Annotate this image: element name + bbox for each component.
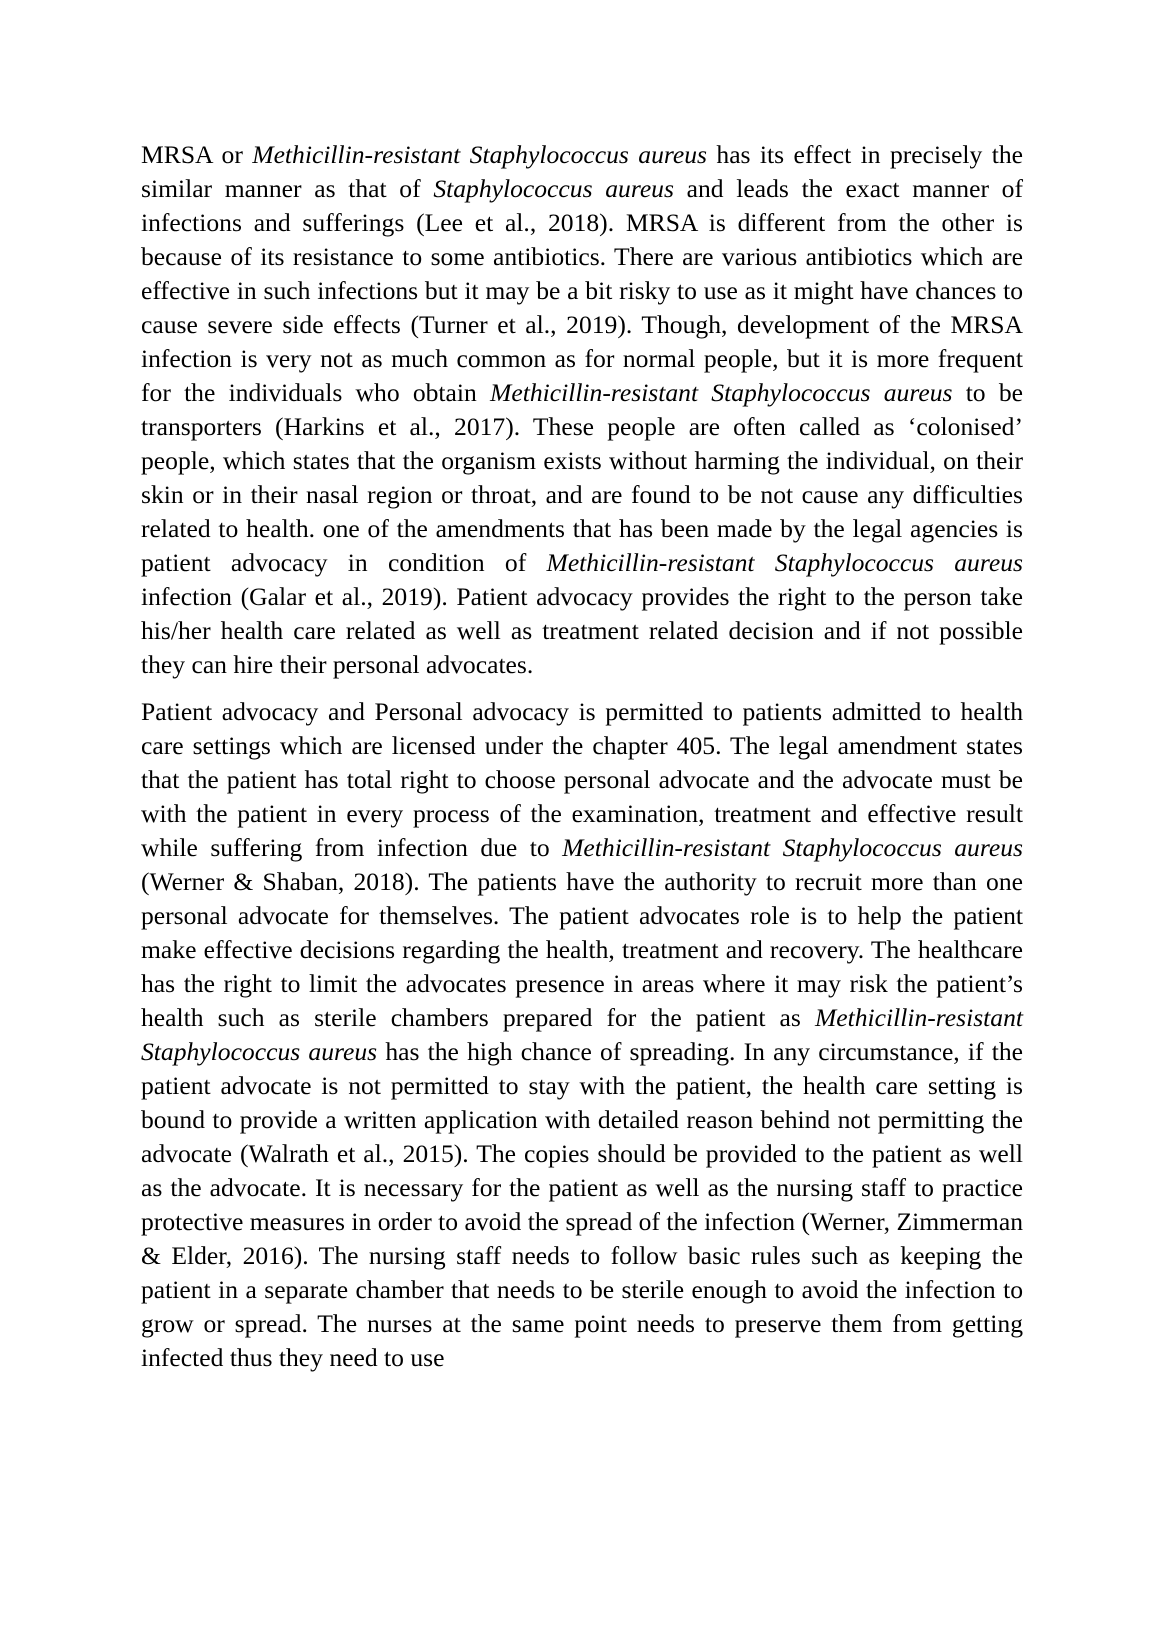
document-body	[141, 138, 1023, 1388]
paragraph-2-text-2: (Werner & Shaban, 2018). The patients have the authority to recruit more than one personal advocate for themselves. The patient advocates role is to help the patient make effective decisions regarding the health, treatment and recovery. The healthcare has the right to limit the advocates presence in areas where it may risk the patient’s health such as sterile chambers prepared for the patient as	[141, 867, 1023, 1032]
paragraph-1-text-1: MRSA or	[141, 140, 253, 169]
paragraph-1-italic-term-4: Methicillin-resistant Staphylococcus aureus	[546, 548, 1023, 577]
paragraph-1-italic-term-1: Methicillin-resistant Staphylococcus aureus	[252, 140, 707, 169]
paragraph-1-italic-term-3: Methicillin-resistant Staphylococcus aureus	[490, 378, 953, 407]
paragraph-2-italic-term-2: Methicillin-resistant Staphylococcus aureus	[141, 1003, 1023, 1066]
paragraph-1-text-2: has its effect in precisely the similar manner as that of	[141, 140, 1023, 203]
paragraph-1-text-4: to be transporters (Harkins et al., 2017). These people are often called as ‘colonised’ people, which states that the organism exists without harming the individual, on their skin or in their nasal region or throat, and are found to be not cause any difficulties related to health. one of the amendments that has been made by the legal agencies is patient advocacy in condition of	[141, 378, 1023, 577]
paragraph-2-text-3: has the high chance of spreading. In any circumstance, if the patient advocate is not permitted to stay with the patient, the health care setting is bound to provide a written application with detailed reason behind not permitting the advocate (Walrath et al., 2015). The copies should be provided to the patient as well as the advocate. It is necessary for the patient as well as the nursing staff to practice protective measures in order to avoid the spread of the infection (Werner, Zimmerman & Elder, 2016). The nursing staff needs to follow basic rules such as keeping the patient in a separate chamber that needs to be sterile enough to avoid the infection to grow or spread. The nurses at the same point needs to preserve them from getting infected thus they need to use	[141, 1037, 1023, 1372]
paragraph-1-text-5: infection (Galar et al., 2019). Patient advocacy provides the right to the person take his/her health care related as well as treatment related decision and if not possible they can hire their personal advocates.	[141, 582, 1023, 679]
paragraph-2-text-1: Patient advocacy and Personal advocacy is permitted to patients admitted to health care settings which are licensed under the chapter 405. The legal amendment states that the patient has total right to choose personal advocate and the advocate must be with the patient in every process of the examination, treatment and effective result while suffering from infection due to	[141, 697, 1023, 862]
paragraph-1	[141, 138, 1023, 682]
paragraph-2-italic-term-1: Methicillin-resistant Staphylococcus aureus	[562, 833, 1023, 862]
paragraph-1-text-3: and leads the exact manner of infections and sufferings (Lee et al., 2018). MRSA is different from the other is because of its resistance to some antibiotics. There are various antibiotics which are effective in such infections but it may be a bit risky to use as it might have chances to cause severe side effects (Turner et al., 2019). Though, development of the MRSA infection is very not as much common as for normal people, but it is more frequent for the individuals who obtain	[141, 174, 1023, 407]
paragraph-2	[141, 695, 1023, 1375]
paragraph-1-italic-term-2: Staphylococcus aureus	[433, 174, 674, 203]
